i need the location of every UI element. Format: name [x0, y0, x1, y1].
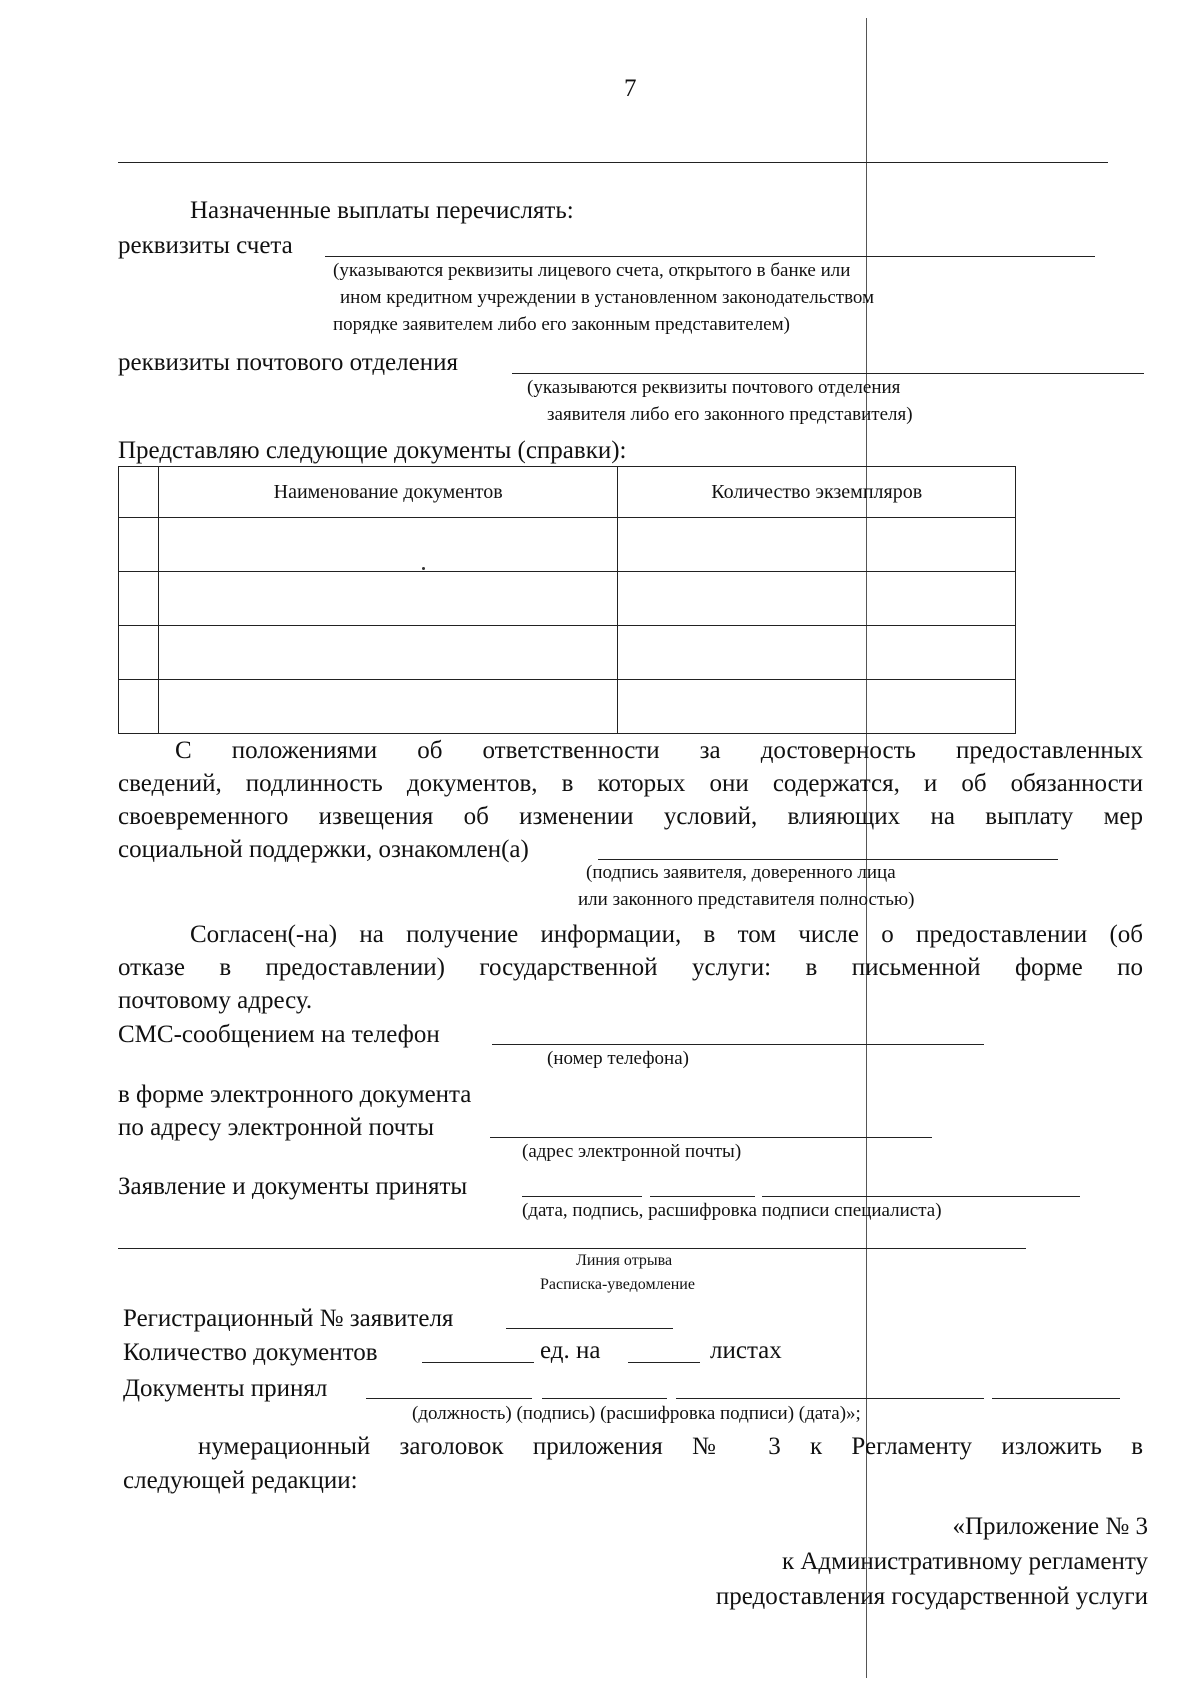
email-label-2: по адресу электронной почты: [118, 1114, 434, 1141]
table-cell[interactable]: [158, 626, 617, 680]
sheets-field-line[interactable]: [628, 1362, 700, 1363]
table-cell[interactable]: [158, 680, 617, 734]
post-field-line[interactable]: [512, 373, 1144, 374]
page-number: 7: [624, 75, 637, 102]
accepted-name-line[interactable]: [762, 1196, 1080, 1197]
table-cell[interactable]: [119, 680, 159, 734]
table-header-row: [119, 467, 1016, 518]
sms-note: (номер телефона): [547, 1048, 689, 1069]
accepted-label: Заявление и документы приняты: [118, 1173, 468, 1200]
appendix-title: «Приложение № 3: [952, 1513, 1148, 1540]
responsibility-line-2: сведений, подлинность документов, в которых они содержатся, и об обязанности: [118, 770, 1143, 797]
table-cell[interactable]: [119, 518, 159, 572]
table-cell[interactable]: [119, 572, 159, 626]
payments-heading: Назначенные выплаты перечислять:: [190, 197, 574, 224]
post-label: реквизиты почтового отделения: [118, 349, 458, 376]
table-row: [119, 572, 1016, 626]
account-label: реквизиты счета: [118, 232, 293, 259]
documents-heading: Представляю следующие документы (справки):: [118, 437, 627, 464]
responsibility-line-3: своевременного извещения об изменении условий, влияющих на выплату мер: [118, 803, 1143, 830]
received-by-label: Документы принял: [123, 1375, 328, 1402]
consent-line-1: Согласен(-на) на получение информации, в том числе о предоставлении (об: [190, 921, 1143, 948]
table-cell[interactable]: [119, 626, 159, 680]
column-header-count: Количество экземпляров: [618, 467, 1016, 518]
appendix-subtitle-1: к Административному регламенту: [781, 1548, 1148, 1575]
table-cell[interactable]: [618, 572, 1016, 626]
received-signature-line[interactable]: [542, 1398, 667, 1399]
table-cell[interactable]: [618, 626, 1016, 680]
header-rule: [118, 162, 1108, 163]
responsibility-line-1: С положениями об ответственности за достоверность предоставленных: [175, 737, 1143, 764]
tear-off-line: [118, 1248, 1026, 1249]
account-note-3: порядке заявителем либо его законным представителем): [333, 314, 790, 335]
email-label-1: в форме электронного документа: [118, 1081, 472, 1108]
table-cell[interactable]: [158, 572, 617, 626]
sms-label: СМС-сообщением на телефон: [118, 1021, 440, 1048]
signature-field-line[interactable]: [598, 859, 1058, 860]
table-row: [119, 518, 1016, 572]
signature-note-1: (подпись заявителя, доверенного лица: [586, 862, 896, 883]
received-note: (должность) (подпись) (расшифровка подписи) (дата)»;: [412, 1403, 861, 1424]
reg-number-field-line[interactable]: [506, 1328, 673, 1329]
closing-line-1: нумерационный заголовок приложения № 3 к Регламенту изложить в: [198, 1433, 1143, 1460]
account-note-2: ином кредитном учреждении в установленном законодательством: [340, 287, 875, 308]
sms-field-line[interactable]: [492, 1044, 984, 1045]
signature-note-2: или законного представителя полностью): [578, 889, 915, 910]
table-cell[interactable]: [618, 680, 1016, 734]
email-note: (адрес электронной почты): [522, 1141, 742, 1162]
column-header-number: [119, 467, 159, 518]
responsibility-last-line: социальной поддержки, ознакомлен(а): [118, 836, 529, 863]
documents-table: [118, 466, 1016, 734]
accepted-date-line[interactable]: [522, 1196, 642, 1197]
table-cell[interactable]: [158, 518, 617, 572]
table-cell[interactable]: [618, 518, 1016, 572]
account-note-1: (указываются реквизиты лицевого счета, открытого в банке или: [333, 260, 851, 281]
doc-count-unit: ед. на: [540, 1337, 601, 1364]
received-date-line[interactable]: [992, 1398, 1120, 1399]
column-header-name: Наименование документов: [158, 467, 617, 518]
table-row: [119, 626, 1016, 680]
consent-last-line: почтовому адресу.: [118, 987, 313, 1014]
doc-count-field-line[interactable]: [422, 1362, 534, 1363]
account-field-line[interactable]: [325, 256, 1095, 257]
reg-number-label: Регистрационный № заявителя: [123, 1305, 454, 1332]
accepted-signature-line[interactable]: [650, 1196, 755, 1197]
closing-line-2: следующей редакции:: [123, 1467, 358, 1494]
received-name-line[interactable]: [676, 1398, 984, 1399]
consent-line-2: отказе в предоставлении) государственной услуги: в письменной форме по: [118, 954, 1143, 981]
scan-fold-line: [866, 18, 867, 1678]
doc-count-label: Количество документов: [123, 1339, 378, 1366]
post-note-1: (указываются реквизиты почтового отделения: [527, 377, 901, 398]
receipt-label: Расписка-уведомление: [540, 1276, 695, 1293]
received-position-line[interactable]: [366, 1398, 532, 1399]
tear-off-label: Линия отрыва: [576, 1252, 673, 1269]
sheets-label: листах: [710, 1337, 782, 1364]
table-row: [119, 680, 1016, 734]
email-field-line[interactable]: [490, 1137, 932, 1138]
accepted-note: (дата, подпись, расшифровка подписи специалиста): [522, 1200, 942, 1221]
scan-speck: [422, 567, 425, 570]
post-note-2: заявителя либо его законного представителя): [547, 404, 913, 425]
appendix-subtitle-2: предоставления государственной услуги: [715, 1583, 1148, 1610]
